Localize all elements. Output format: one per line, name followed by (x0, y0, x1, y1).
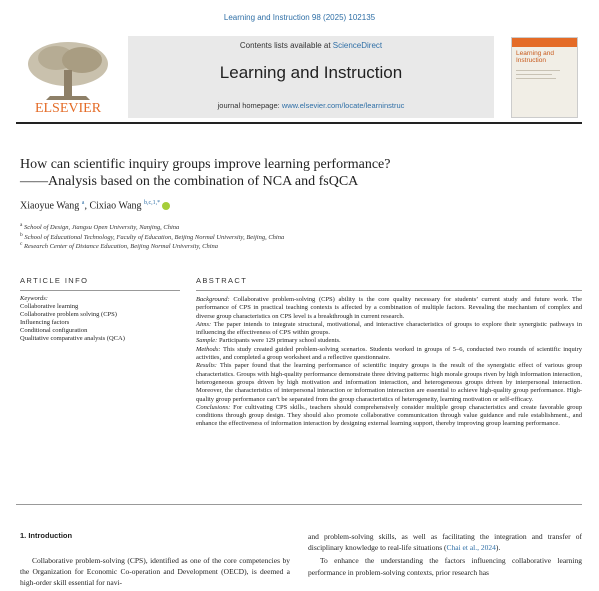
abstract-bottom-rule (16, 504, 582, 505)
keyword-item: Qualitative comparative analysis (QCA) (20, 335, 125, 342)
contents-prefix: Contents lists available at (239, 41, 333, 50)
journal-title: Learning and Instruction (219, 63, 403, 82)
author-name[interactable]: Cixiao Wang (89, 200, 142, 212)
cover-line (516, 78, 556, 79)
cover-line (516, 74, 552, 75)
affiliation-sup: c (20, 241, 23, 247)
article-info-heading: ARTICLE INFO (20, 276, 89, 285)
cover-title-line2: Instruction (516, 57, 546, 64)
keyword-item: Influencing factors (20, 319, 70, 326)
author-list: Xiaoyue Wang $^a$, Cixiao Wang $^{b,c,1,*}$ (20, 200, 170, 211)
intro-left-column: Collaborative problem-solving (CPS), identified as one of the core competencies by the Organization for Economic Co-operation and Development (OECD), is deemed a high-order skill essential for navi- (20, 556, 290, 588)
abstract-label: Methods: (196, 345, 221, 353)
tree-logo-icon (16, 36, 120, 118)
affiliation-text: School of Design, Jiangsu Open University, Nanjing, China (24, 224, 180, 232)
orcid-icon[interactable] (162, 202, 170, 210)
abstract-label: Background: (196, 296, 230, 303)
author-name[interactable]: Xiaoyue Wang (20, 200, 80, 212)
affiliation (20, 241, 218, 250)
cover-title (516, 50, 554, 64)
intro-right-paragraph-1 (308, 531, 582, 553)
keyword-item: Conditional configuration (20, 327, 88, 334)
abstract-text: The paper intends to integrate structural, motivational, and interactive characteristics of groups to explore their synergistic pathways in influencing the effectiveness of CPS within groups. (196, 320, 582, 337)
contents-line (128, 41, 494, 50)
author-affiliation-sup[interactable]: b,c,1,* (144, 200, 161, 206)
cover-band (512, 38, 577, 47)
homepage-prefix: journal homepage: (217, 101, 282, 110)
abstract-paragraph (196, 362, 582, 403)
homepage-link[interactable]: www.elsevier.com/locate/learninstruc (281, 101, 405, 110)
title-line-2: ——Analysis based on the combination of NCA and fsQCA (20, 174, 359, 189)
abstract-text: Participants were 129 primary school students. (217, 337, 341, 345)
header-rule (16, 122, 582, 124)
abstract-heading: ABSTRACT (196, 276, 248, 285)
abstract-paragraph (196, 321, 582, 338)
abstract-text: Collaborative problem-solving (CPS) ability is the core quality necessary for students’ current study and future work. The performance of CPS in practical teaching contexts is affected by a combination of multiple factors. Revealing the mechanism of complex and diverse group characteristics on CPS level is a breakthrough in current research. (196, 296, 582, 320)
affiliation (20, 222, 179, 231)
running-header: Learning and Instruction 98 (2025) 102135 (223, 13, 376, 22)
abstract-label: Sample: (196, 337, 218, 345)
affiliation-sup: a (20, 222, 23, 228)
intro-right-column (308, 531, 582, 578)
affiliation-sup: b (20, 232, 23, 238)
abstract-text: This paper found that the learning performance of scientific inquiry groups is the result of the synergistic effect of various group characteristics. Groups with high-quality performance demonstrate three driving patterns: high morale groups riven by high information interaction, heterogeneous groups driven by high motivation and information interaction, and heterogeneous groups driven by interpersonal interaction. Moreover, the characteristics of interpersonal interaction or information interaction are essential to achieve high-quality group performance. High-quality group performance can’t be separated from the group characteristics of heterogeneity, learning motivation or self-efficacy. (196, 362, 582, 403)
sciencedirect-link[interactable]: ScienceDirect (332, 41, 383, 50)
abstract-paragraph (196, 337, 582, 345)
abstract-rule (196, 290, 582, 291)
abstract-text: This study created guided problem-solving scenarios. Students worked in groups of 5–6, conducted two rounds of scientific inquiry activities, and completed a group worksheet and a reflective questionnaire. (196, 345, 582, 362)
journal-homepage (128, 101, 494, 110)
intro-text: ). (495, 543, 501, 553)
article-title (20, 156, 580, 190)
abstract-body (196, 296, 582, 429)
intro-text: and problem-solving skills, as well as facilitating the integration and transfer of disciplinary knowledge to real-life situations ( (308, 532, 582, 553)
abstract-paragraph (196, 296, 582, 321)
title-line-1: How can scientific inquiry groups improve learning performance? (20, 157, 391, 172)
abstract-paragraph (196, 404, 582, 429)
abstract-paragraph (196, 346, 582, 363)
cover-line (516, 70, 560, 71)
introduction-heading: 1. Introduction (20, 531, 73, 540)
abstract-label: Results: (196, 362, 217, 370)
citation-link[interactable]: Chai et al., 2024 (446, 543, 496, 553)
intro-right-paragraph-2: To enhance the understanding the factors influencing collaborative learning performance in problem-solving contexts, prior research has (308, 556, 582, 577)
keyword-item: Collaborative problem solving (CPS) (20, 311, 117, 318)
journal-cover-thumbnail[interactable] (511, 37, 578, 118)
article-info-rule (20, 290, 180, 291)
abstract-label: Conclusions: (196, 403, 231, 411)
affiliation-text: Research Center of Distance Education, Beijing Normal University, China (24, 243, 219, 251)
elsevier-logo (16, 36, 120, 118)
keywords-block (20, 295, 170, 343)
keywords-label: Keywords: (20, 295, 48, 302)
affiliation (20, 232, 284, 241)
author-affiliation-sup[interactable]: a (81, 200, 85, 206)
keyword-item: Collaborative learning (20, 303, 79, 310)
abstract-label: Aims: (196, 320, 212, 328)
abstract-text: For cultivating CPS skills., teachers should comprehensively consider multiple group characteristics and create favorable group conditions through group design. They should also promote collaborative communication through value guidance and rule establishment., and enhance the effectiveness of information interaction by designing external learning support, thereby improving group learning performance. (196, 403, 582, 428)
svg-text:ELSEVIER: ELSEVIER (34, 101, 102, 116)
cover-title-line1: Learning and (516, 50, 554, 57)
affiliation-text: School of Educational Technology, Faculty of Education, Beijing Normal University, Beijing, China (24, 234, 285, 242)
